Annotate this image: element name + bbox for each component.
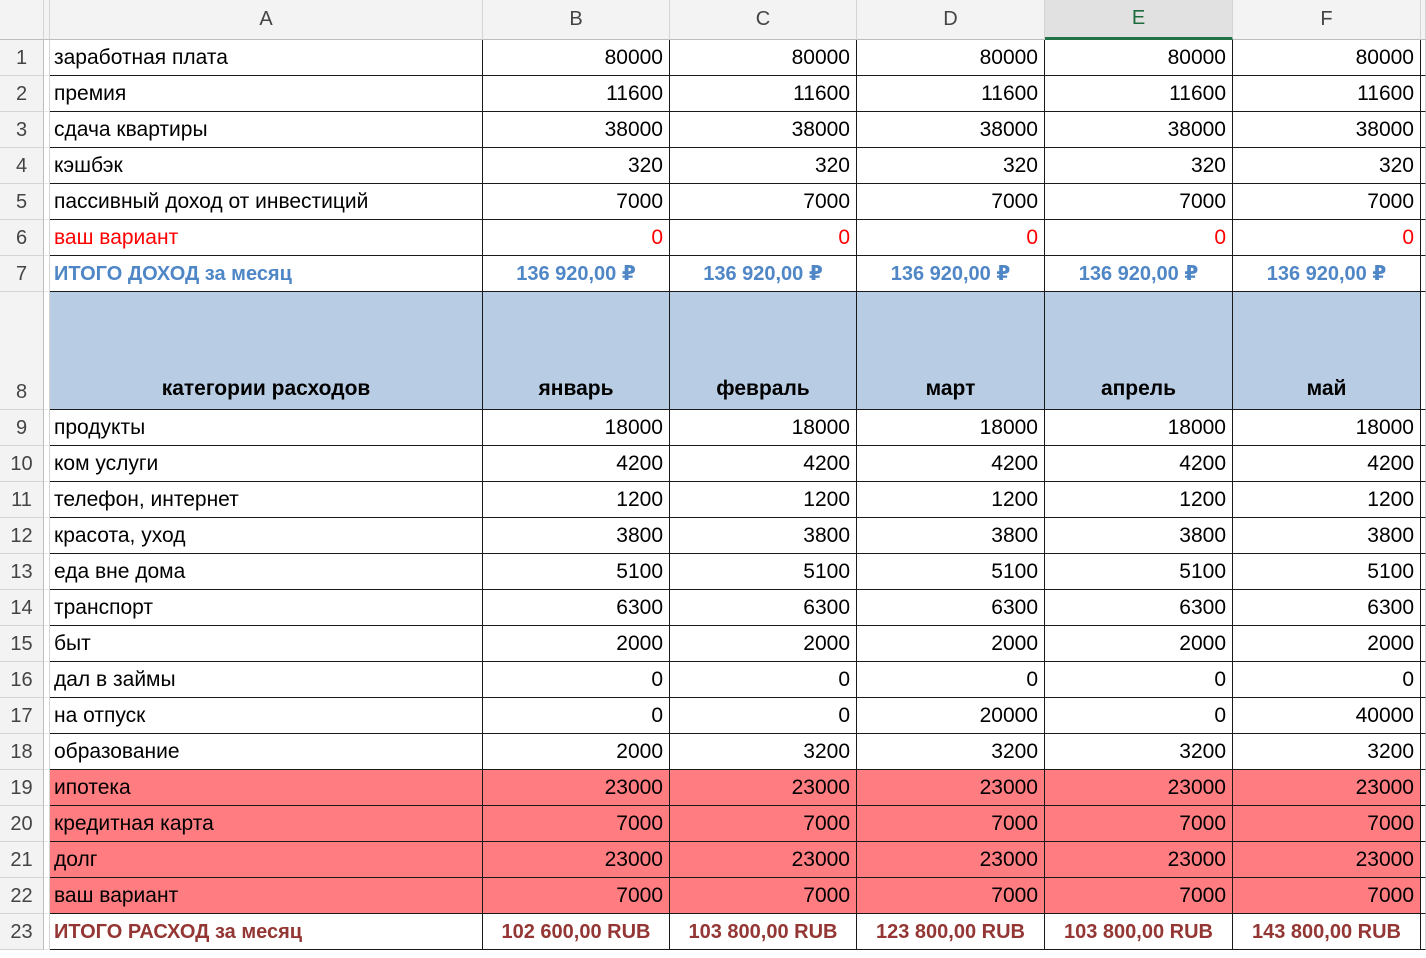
row-edge (1421, 806, 1426, 842)
row-header-11[interactable]: 11 (0, 482, 44, 518)
value-cell[interactable]: 103 800,00 RUB (1045, 914, 1233, 950)
value-cell[interactable]: 6300 (483, 590, 670, 626)
value-cell[interactable]: 23000 (483, 770, 670, 806)
row-label-cell[interactable]: сдача квартиры (50, 112, 483, 148)
value-cell[interactable]: 23000 (1045, 770, 1233, 806)
value-cell[interactable]: 80000 (670, 40, 857, 76)
column-header-c[interactable]: C (670, 0, 857, 40)
row-edge (1421, 734, 1426, 770)
value-cell[interactable]: 7000 (1233, 806, 1421, 842)
value-cell[interactable]: 320 (1233, 148, 1421, 184)
row-edge (1421, 112, 1426, 148)
column-header-a[interactable]: A (50, 0, 483, 40)
value-cell[interactable]: 7000 (483, 806, 670, 842)
value-cell[interactable]: 7000 (1233, 184, 1421, 220)
value-cell[interactable]: 2000 (1233, 626, 1421, 662)
value-cell[interactable]: 0 (857, 220, 1045, 256)
value-cell[interactable]: 11600 (483, 76, 670, 112)
month-header-3[interactable]: март (857, 292, 1045, 410)
expense-categories-header[interactable]: категории расходов (50, 292, 483, 410)
row-header-17[interactable]: 17 (0, 698, 44, 734)
value-cell[interactable]: 18000 (857, 410, 1045, 446)
value-cell[interactable]: 18000 (670, 410, 857, 446)
row-edge (1421, 662, 1426, 698)
row-header-19[interactable]: 19 (0, 770, 44, 806)
row-header-3[interactable]: 3 (0, 112, 44, 148)
value-cell[interactable]: 136 920,00 ₽ (857, 256, 1045, 292)
value-cell[interactable]: 5100 (857, 554, 1045, 590)
value-cell[interactable]: 23000 (857, 842, 1045, 878)
value-cell[interactable]: 3800 (857, 518, 1045, 554)
value-cell[interactable]: 23000 (1045, 842, 1233, 878)
value-cell[interactable]: 23000 (670, 770, 857, 806)
value-cell[interactable]: 2000 (483, 626, 670, 662)
row-header-9[interactable]: 9 (0, 410, 44, 446)
column-header-e[interactable]: E (1045, 0, 1233, 40)
column-header-f[interactable]: F (1233, 0, 1421, 40)
value-cell[interactable]: 0 (483, 698, 670, 734)
value-cell[interactable]: 18000 (483, 410, 670, 446)
row-edge (1421, 410, 1426, 446)
value-cell[interactable]: 1200 (670, 482, 857, 518)
value-cell[interactable]: 320 (483, 148, 670, 184)
row-label-cell[interactable]: пассивный доход от инвестиций (50, 184, 483, 220)
value-cell[interactable]: 4200 (483, 446, 670, 482)
value-cell[interactable]: 23000 (483, 842, 670, 878)
row-header-7[interactable]: 7 (0, 256, 44, 292)
row-edge (1421, 698, 1426, 734)
value-cell[interactable]: 123 800,00 RUB (857, 914, 1045, 950)
value-cell[interactable]: 40000 (1233, 698, 1421, 734)
value-cell[interactable]: 80000 (1045, 40, 1233, 76)
value-cell[interactable]: 18000 (1233, 410, 1421, 446)
row-label-cell[interactable]: ИТОГО РАСХОД за месяц (50, 914, 483, 950)
value-cell[interactable]: 4200 (1233, 446, 1421, 482)
row-header-4[interactable]: 4 (0, 148, 44, 184)
row-edge (1421, 770, 1426, 806)
value-cell[interactable]: 103 800,00 RUB (670, 914, 857, 950)
value-cell[interactable]: 143 800,00 RUB (1233, 914, 1421, 950)
value-cell[interactable]: 0 (1045, 698, 1233, 734)
value-cell[interactable]: 136 920,00 ₽ (483, 256, 670, 292)
row-label-cell[interactable]: ваш вариант (50, 878, 483, 914)
value-cell[interactable]: 80000 (857, 40, 1045, 76)
row-label-cell[interactable]: на отпуск (50, 698, 483, 734)
value-cell[interactable]: 4200 (1045, 446, 1233, 482)
value-cell[interactable]: 2000 (483, 734, 670, 770)
row-header-22[interactable]: 22 (0, 878, 44, 914)
value-cell[interactable]: 0 (1045, 220, 1233, 256)
value-cell[interactable]: 23000 (670, 842, 857, 878)
value-cell[interactable]: 11600 (1045, 76, 1233, 112)
month-header-4[interactable]: апрель (1045, 292, 1233, 410)
row-label-cell[interactable]: ваш вариант (50, 220, 483, 256)
value-cell[interactable]: 11600 (1233, 76, 1421, 112)
row-edge (1421, 256, 1426, 292)
row-edge (1421, 626, 1426, 662)
row-label-cell[interactable]: заработная плата (50, 40, 483, 76)
row-label-cell[interactable]: транспорт (50, 590, 483, 626)
column-header-edge (1421, 0, 1426, 40)
row-header-5[interactable]: 5 (0, 184, 44, 220)
value-cell[interactable]: 1200 (1045, 482, 1233, 518)
value-cell[interactable]: 0 (670, 662, 857, 698)
row-label-cell[interactable]: красота, уход (50, 518, 483, 554)
row-label-cell[interactable]: ИТОГО ДОХОД за месяц (50, 256, 483, 292)
row-label-cell[interactable]: телефон, интернет (50, 482, 483, 518)
value-cell[interactable]: 136 920,00 ₽ (1045, 256, 1233, 292)
value-cell[interactable]: 136 920,00 ₽ (1233, 256, 1421, 292)
value-cell[interactable]: 7000 (1045, 878, 1233, 914)
value-cell[interactable]: 3800 (1233, 518, 1421, 554)
value-cell[interactable]: 3200 (1045, 734, 1233, 770)
row-edge (1421, 842, 1426, 878)
row-edge (1421, 590, 1426, 626)
select-all-corner[interactable] (0, 0, 44, 40)
value-cell[interactable]: 7000 (857, 878, 1045, 914)
value-cell[interactable]: 1200 (1233, 482, 1421, 518)
value-cell[interactable]: 7000 (1045, 184, 1233, 220)
row-header-6[interactable]: 6 (0, 220, 44, 256)
value-cell[interactable]: 1200 (483, 482, 670, 518)
value-cell[interactable]: 1200 (857, 482, 1045, 518)
row-label-cell[interactable]: еда вне дома (50, 554, 483, 590)
value-cell[interactable]: 4200 (857, 446, 1045, 482)
value-cell[interactable]: 38000 (670, 112, 857, 148)
value-cell[interactable]: 7000 (670, 184, 857, 220)
row-header-1[interactable]: 1 (0, 40, 44, 76)
value-cell[interactable]: 7000 (1233, 878, 1421, 914)
row-label-cell[interactable]: кредитная карта (50, 806, 483, 842)
value-cell[interactable]: 7000 (483, 184, 670, 220)
value-cell[interactable]: 7000 (483, 878, 670, 914)
value-cell[interactable]: 0 (483, 662, 670, 698)
value-cell[interactable]: 320 (1045, 148, 1233, 184)
row-label-cell[interactable]: кэшбэк (50, 148, 483, 184)
value-cell[interactable]: 7000 (670, 878, 857, 914)
value-cell[interactable]: 2000 (670, 626, 857, 662)
value-cell[interactable]: 38000 (483, 112, 670, 148)
value-cell[interactable]: 23000 (1233, 770, 1421, 806)
value-cell[interactable]: 320 (857, 148, 1045, 184)
value-cell[interactable]: 5100 (1233, 554, 1421, 590)
value-cell[interactable]: 20000 (857, 698, 1045, 734)
value-cell[interactable]: 7000 (1045, 806, 1233, 842)
value-cell[interactable]: 3200 (857, 734, 1045, 770)
value-cell[interactable]: 11600 (857, 76, 1045, 112)
value-cell[interactable]: 6300 (1045, 590, 1233, 626)
row-label-cell[interactable]: быт (50, 626, 483, 662)
value-cell[interactable]: 0 (1233, 220, 1421, 256)
row-edge (1421, 446, 1426, 482)
row-edge (1421, 554, 1426, 590)
value-cell[interactable]: 2000 (1045, 626, 1233, 662)
month-header-1[interactable]: январь (483, 292, 670, 410)
row-label-cell[interactable]: ипотека (50, 770, 483, 806)
row-header-21[interactable]: 21 (0, 842, 44, 878)
row-header-15[interactable]: 15 (0, 626, 44, 662)
row-header-16[interactable]: 16 (0, 662, 44, 698)
value-cell[interactable]: 0 (857, 662, 1045, 698)
value-cell[interactable]: 5100 (483, 554, 670, 590)
value-cell[interactable]: 320 (670, 148, 857, 184)
value-cell[interactable]: 5100 (670, 554, 857, 590)
row-header-18[interactable]: 18 (0, 734, 44, 770)
value-cell[interactable]: 6300 (670, 590, 857, 626)
row-header-20[interactable]: 20 (0, 806, 44, 842)
row-label-cell[interactable]: долг (50, 842, 483, 878)
value-cell[interactable]: 0 (1045, 662, 1233, 698)
value-cell[interactable]: 4200 (670, 446, 857, 482)
column-header-b[interactable]: B (483, 0, 670, 40)
value-cell[interactable]: 6300 (1233, 590, 1421, 626)
value-cell[interactable]: 0 (670, 220, 857, 256)
row-label-cell[interactable]: премия (50, 76, 483, 112)
value-cell[interactable]: 2000 (857, 626, 1045, 662)
row-edge (1421, 292, 1426, 410)
row-header-12[interactable]: 12 (0, 518, 44, 554)
value-cell[interactable]: 102 600,00 RUB (483, 914, 670, 950)
value-cell[interactable]: 136 920,00 ₽ (670, 256, 857, 292)
row-label-cell[interactable]: продукты (50, 410, 483, 446)
value-cell[interactable]: 7000 (857, 184, 1045, 220)
row-edge (1421, 220, 1426, 256)
row-label-cell[interactable]: дал в займы (50, 662, 483, 698)
row-header-13[interactable]: 13 (0, 554, 44, 590)
value-cell[interactable]: 80000 (483, 40, 670, 76)
row-label-cell[interactable]: ком услуги (50, 446, 483, 482)
value-cell[interactable]: 3800 (1045, 518, 1233, 554)
row-edge (1421, 878, 1426, 914)
month-header-5[interactable]: май (1233, 292, 1421, 410)
row-edge (1421, 184, 1426, 220)
row-edge (1421, 518, 1426, 554)
value-cell[interactable]: 11600 (670, 76, 857, 112)
value-cell[interactable]: 23000 (857, 770, 1045, 806)
row-header-2[interactable]: 2 (0, 76, 44, 112)
column-header-d[interactable]: D (857, 0, 1045, 40)
value-cell[interactable]: 5100 (1045, 554, 1233, 590)
row-edge (1421, 482, 1426, 518)
value-cell[interactable]: 0 (1233, 662, 1421, 698)
row-edge (1421, 914, 1426, 950)
value-cell[interactable]: 0 (483, 220, 670, 256)
row-edge (1421, 40, 1426, 76)
row-header-10[interactable]: 10 (0, 446, 44, 482)
value-cell[interactable]: 3800 (670, 518, 857, 554)
value-cell[interactable]: 80000 (1233, 40, 1421, 76)
row-header-14[interactable]: 14 (0, 590, 44, 626)
value-cell[interactable]: 3200 (670, 734, 857, 770)
value-cell[interactable]: 18000 (1045, 410, 1233, 446)
value-cell[interactable]: 23000 (1233, 842, 1421, 878)
value-cell[interactable]: 6300 (857, 590, 1045, 626)
row-label-cell[interactable]: образование (50, 734, 483, 770)
value-cell[interactable]: 3800 (483, 518, 670, 554)
value-cell[interactable]: 38000 (1045, 112, 1233, 148)
row-header-8[interactable]: 8 (0, 292, 44, 410)
value-cell[interactable]: 0 (670, 698, 857, 734)
row-edge (1421, 76, 1426, 112)
value-cell[interactable]: 7000 (670, 806, 857, 842)
row-header-23[interactable]: 23 (0, 914, 44, 950)
month-header-2[interactable]: февраль (670, 292, 857, 410)
value-cell[interactable]: 38000 (857, 112, 1045, 148)
value-cell[interactable]: 7000 (857, 806, 1045, 842)
row-edge (1421, 148, 1426, 184)
value-cell[interactable]: 38000 (1233, 112, 1421, 148)
value-cell[interactable]: 3200 (1233, 734, 1421, 770)
